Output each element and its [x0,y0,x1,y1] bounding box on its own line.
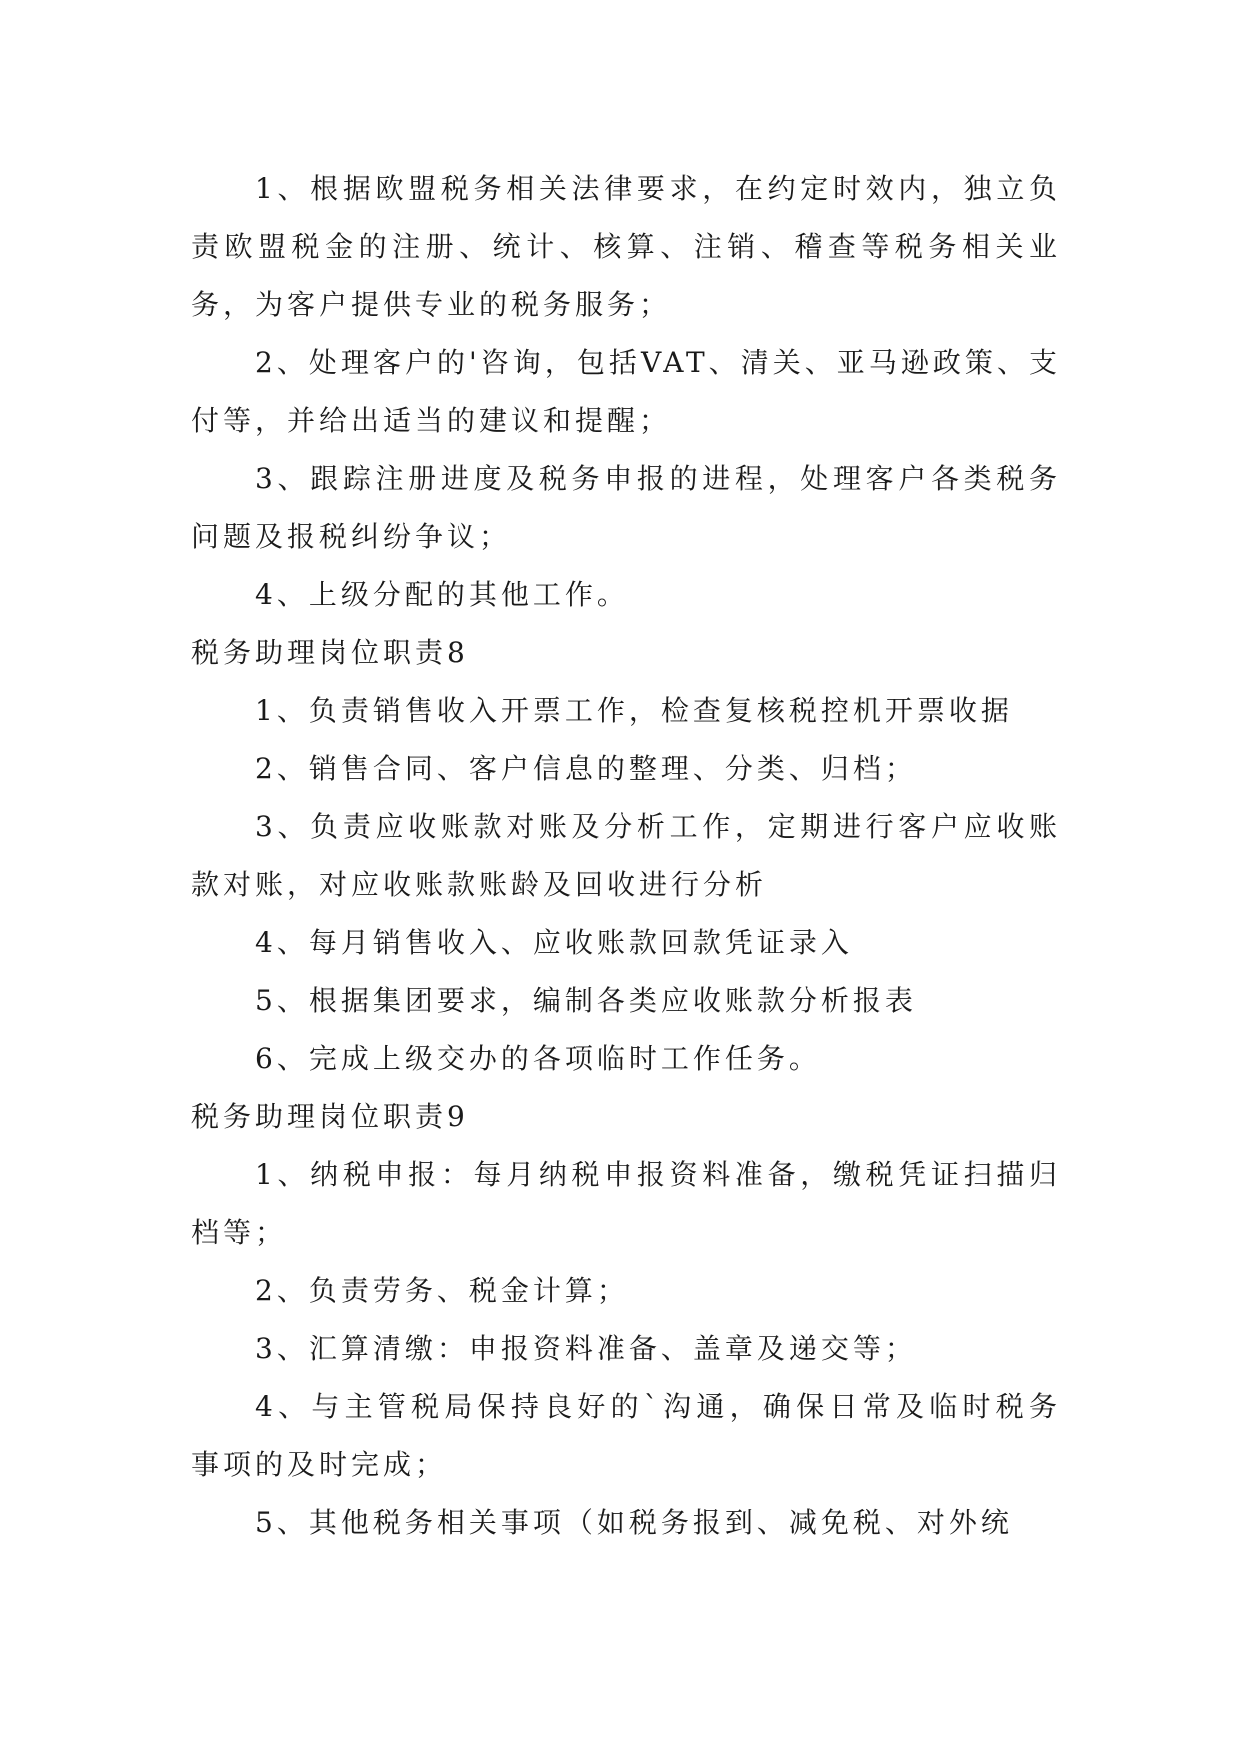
list-item: 2、处理客户的'咨询，包括VAT、清关、亚马逊政策、支付等，并给出适当的建议和提醒； [191,346,1061,437]
list-item: 3、汇算清缴：申报资料准备、盖章及递交等； [255,1332,917,1365]
section-heading: 税务助理岗位职责8 [191,636,469,669]
list-item: 5、根据集团要求，编制各类应收账款分析报表 [255,984,917,1017]
list-item: 1、负责销售收入开票工作，检查复核税控机开票收据 [255,694,1013,727]
list-item: 4、上级分配的其他工作。 [255,578,629,611]
list-item: 3、负责应收账款对账及分析工作，定期进行客户应收账款对账，对应收账款账龄及回收进行分析 [191,810,1061,901]
list-item: 2、负责劳务、税金计算； [255,1274,629,1307]
document-body [191,160,1061,1552]
list-item: 1、纳税申报：每月纳税申报资料准备，缴税凭证扫描归档等； [191,1158,1061,1249]
list-item: 6、完成上级交办的各项临时工作任务。 [255,1042,821,1075]
section-heading: 税务助理岗位职责9 [191,1100,469,1133]
list-item: 2、销售合同、客户信息的整理、分类、归档； [255,752,917,785]
list-item: 5、其他税务相关事项（如税务报到、减免税、对外统 [255,1506,1013,1539]
list-item: 3、跟踪注册进度及税务申报的进程，处理客户各类税务问题及报税纠纷争议； [191,462,1061,553]
list-item: 1、根据欧盟税务相关法律要求，在约定时效内，独立负责欧盟税金的注册、统计、核算、注销、稽查等税务相关业务，为客户提供专业的税务服务； [191,172,1061,321]
list-item: 4、每月销售收入、应收账款回款凭证录入 [255,926,853,959]
list-item: 4、与主管税局保持良好的`沟通，确保日常及临时税务事项的及时完成； [191,1390,1061,1481]
